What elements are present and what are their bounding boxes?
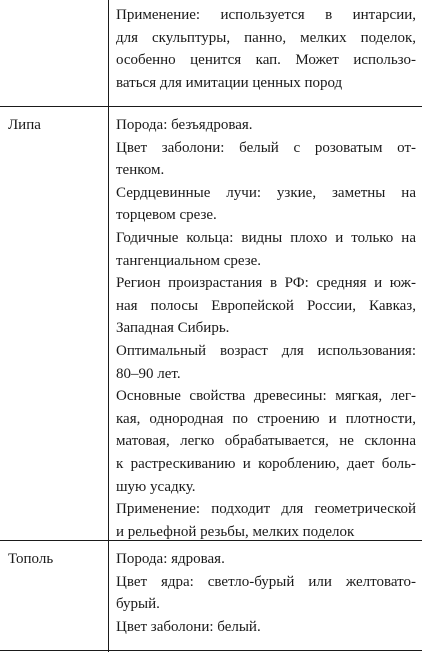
column-divider xyxy=(108,0,109,652)
row-name: Тополь xyxy=(8,551,54,567)
description-line: Цвет заболони: белый. xyxy=(116,618,261,635)
description-line: матовая, легко обрабатывается, не склонна xyxy=(116,433,416,450)
description-line: Применение: используется в интарсии, xyxy=(116,7,416,23)
description-line: ваться для имитации ценных пород xyxy=(116,74,343,91)
description-line: бурый. xyxy=(116,596,160,613)
description-line: Основные свойства древесины: мягкая, лег- xyxy=(116,388,416,405)
description-line: Порода: безъядровая. xyxy=(116,117,253,133)
description-line: и рельефной резьбы, мелких поделок xyxy=(116,523,355,540)
table-bottom-border xyxy=(0,650,422,651)
description-line: Годичные кольца: видны плохо и только на xyxy=(116,229,416,246)
row-divider xyxy=(0,106,422,107)
row-name: Липа xyxy=(8,117,41,133)
description-line: шую усадку. xyxy=(116,478,196,495)
description-line: Западная Сибирь. xyxy=(116,320,230,337)
description-line: ная полосы Европейской России, Кавказ, xyxy=(116,297,416,314)
description-line: к растрескиванию и короблению, дает боль- xyxy=(116,455,416,472)
description-line: Цвет заболони: белый с розоватым от- xyxy=(116,139,416,156)
description-line: Сердцевинные лучи: узкие, заметны на xyxy=(116,184,416,201)
description-line: тангенциальном срезе. xyxy=(116,252,262,269)
description-line: торцевом срезе. xyxy=(116,207,217,224)
description-line: для скульптуры, панно, мелких поделок, xyxy=(116,29,416,46)
description-line: тенком. xyxy=(116,162,165,179)
description-line: особенно ценится кап. Может использо- xyxy=(116,52,416,69)
description-line: 80–90 лет. xyxy=(116,365,181,382)
description-line: Цвет ядра: светло-бурый или желтовато- xyxy=(116,573,416,590)
description-line: Применение: подходит для геометрической xyxy=(116,501,416,518)
description-line: кая, однородная по строению и плотности, xyxy=(116,410,416,427)
row-description xyxy=(116,114,416,543)
description-line: Оптимальный возраст для использования: xyxy=(116,342,416,359)
row-description xyxy=(116,4,416,94)
description-line: Порода: ядровая. xyxy=(116,551,225,567)
description-line: Регион произрастания в РФ: средняя и юж- xyxy=(116,275,416,292)
row-description xyxy=(116,548,416,638)
